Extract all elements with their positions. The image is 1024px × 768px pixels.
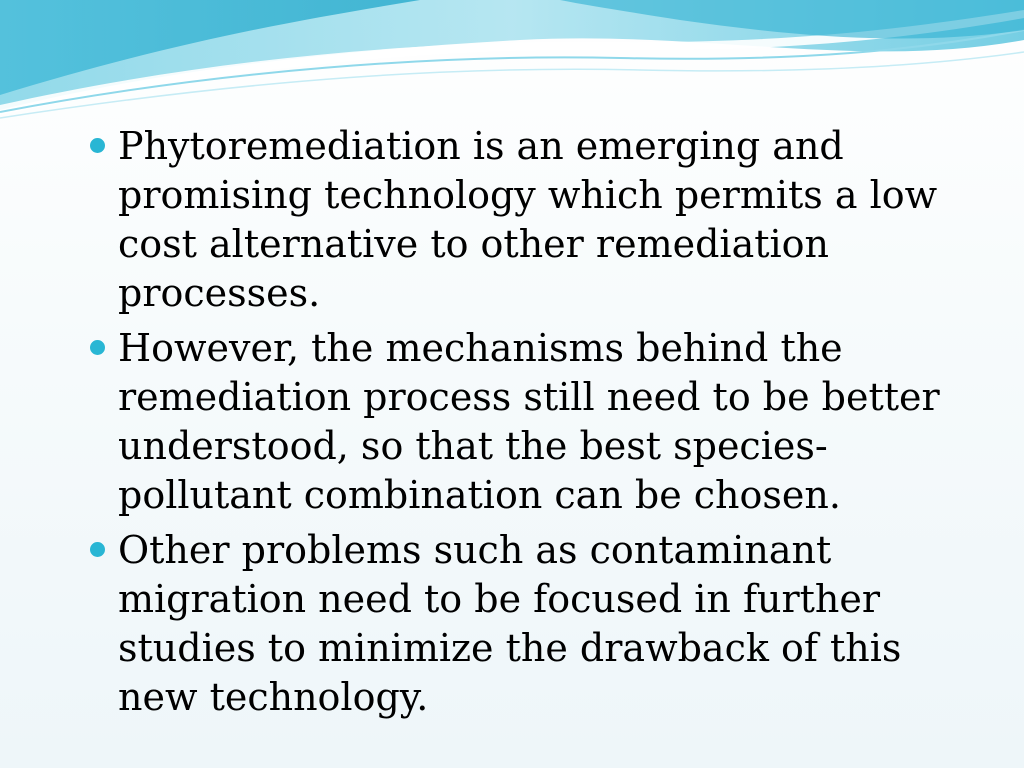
bullet-icon [90, 138, 105, 153]
bullet-list [86, 122, 966, 722]
bullet-text: Phytoremediation is an emerging and promising technology which permits a low cost alternative to other remediation processes. [118, 124, 938, 315]
slide-body [86, 122, 966, 728]
bullet-icon [90, 340, 105, 355]
bullet-item [86, 526, 966, 722]
bullet-text: However, the mechanisms behind the remediation process still need to be better understood, so that the best species-pollutant combination can be chosen. [118, 326, 940, 517]
bullet-item [86, 122, 966, 318]
bullet-text: Other problems such as contaminant migration need to be focused in further studies to minimize the drawback of this new technology. [118, 528, 902, 719]
bullet-icon [90, 542, 105, 557]
bullet-item [86, 324, 966, 520]
header-wave-decoration [0, 0, 1024, 130]
